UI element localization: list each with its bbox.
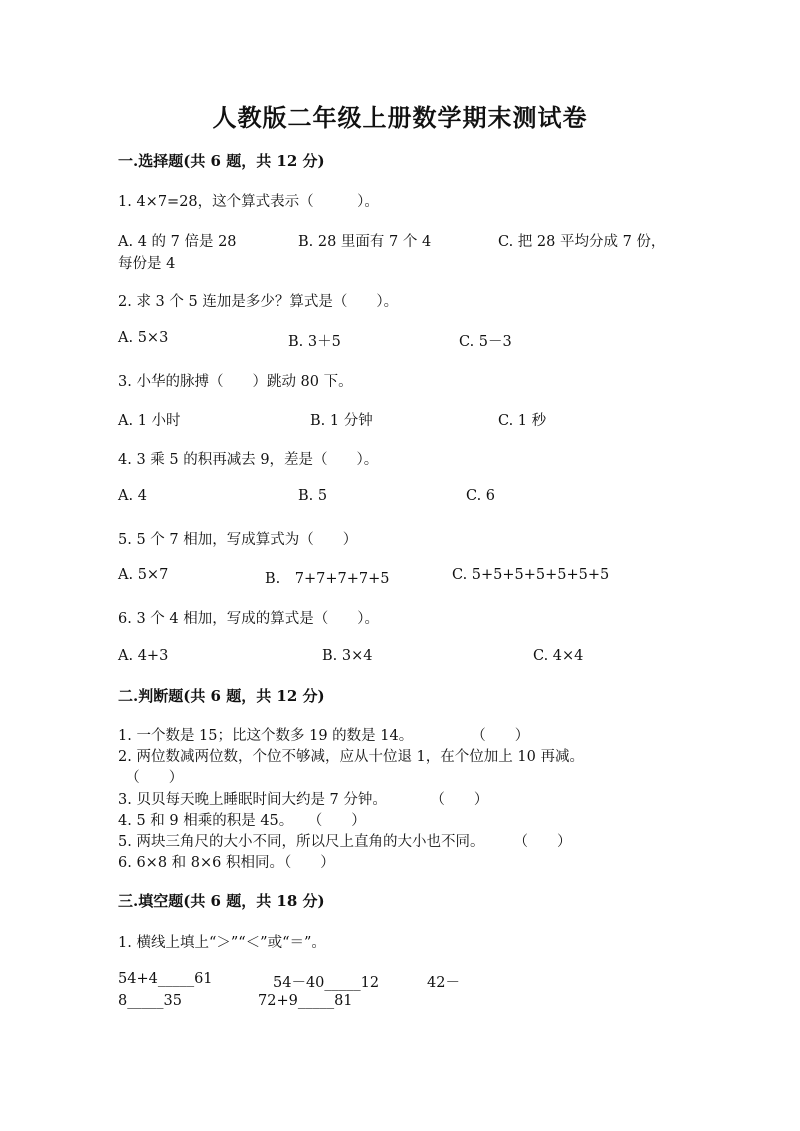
question-2: 2. 求 3 个 5 连加是多少？算式是（ ）。: [118, 294, 399, 310]
fill-blank-2: 54－40_____12: [273, 975, 380, 991]
q3-option-a: A. 1 小时: [118, 413, 181, 429]
q4-option-c: C. 6: [466, 488, 496, 504]
q1-option-b: B. 28 里面有 7 个 4: [298, 234, 432, 250]
judge-item-2: 2. 两位数减两位数，个位不够减，应从十位退 1，在个位加上 10 再减。: [118, 749, 584, 765]
question-1: 1. 4×7=28，这个算式表示（ ）。: [118, 194, 379, 210]
judge-item-5: 5. 两块三角尺的大小不同，所以尺上直角的大小也不同。 （ ）: [118, 834, 572, 850]
fill-question-1: 1. 横线上填上“＞”“＜”或“＝”。: [118, 935, 326, 951]
q1-option-a: A. 4 的 7 倍是 28: [118, 234, 237, 250]
q5-option-a: A. 5×7: [118, 567, 169, 583]
q2-option-b: B. 3＋5: [288, 334, 341, 350]
question-4: 4. 3 乘 5 的积再减去 9，差是（ ）。: [118, 452, 379, 468]
q2-option-a: A. 5×3: [118, 330, 169, 346]
question-6: 6. 3 个 4 相加，写成的算式是（ ）。: [118, 611, 379, 627]
question-5: 5. 5 个 7 相加，写成算式为（ ）: [118, 532, 358, 548]
q6-option-a: A. 4+3: [118, 648, 169, 664]
page-title: 人教版二年级上册数学期末测试卷: [212, 103, 588, 132]
q4-option-b: B. 5: [298, 488, 328, 504]
fill-blank-3: 42－: [427, 975, 460, 991]
q3-option-b: B. 1 分钟: [310, 413, 373, 429]
q1-option-c-cont: 每份是 4: [118, 256, 176, 272]
q1-option-c: C. 把 28 平均分成 7 份，: [498, 234, 666, 250]
fill-blank-1: 54+4_____61: [118, 971, 213, 987]
judge-item-1: 1. 一个数是 15；比这个数多 19 的数是 14。 （ ）: [118, 728, 530, 744]
judge-item-6: 6. 6×8 和 8×6 积相同。（ ）: [118, 855, 335, 871]
q5-option-c: C. 5+5+5+5+5+5+5: [452, 567, 610, 583]
fill-blank-4: 72+9_____81: [258, 993, 353, 1009]
judge-item-4: 4. 5 和 9 相乘的积是 45。 （ ）: [118, 813, 366, 829]
section-heading-choice: 一.选择题(共 6 题，共 12 分): [118, 152, 325, 170]
judge-item-2-cont: （ ）: [118, 770, 184, 786]
section-heading-fill: 三.填空题(共 6 题，共 18 分): [118, 892, 325, 910]
question-3: 3. 小华的脉搏（ ）跳动 80 下。: [118, 374, 353, 390]
q5-option-b: B. 7+7+7+7+5: [265, 571, 390, 587]
q6-option-c: C. 4×4: [533, 648, 584, 664]
q3-option-c: C. 1 秒: [498, 413, 547, 429]
section-heading-judge: 二.判断题(共 6 题，共 12 分): [118, 687, 325, 705]
q6-option-b: B. 3×4: [322, 648, 373, 664]
fill-blank-3-cont: 8_____35: [118, 993, 182, 1009]
judge-item-3: 3. 贝贝每天晚上睡眠时间大约是 7 分钟。 （ ）: [118, 792, 489, 808]
q2-option-c: C. 5－3: [459, 334, 512, 350]
q4-option-a: A. 4: [118, 488, 147, 504]
